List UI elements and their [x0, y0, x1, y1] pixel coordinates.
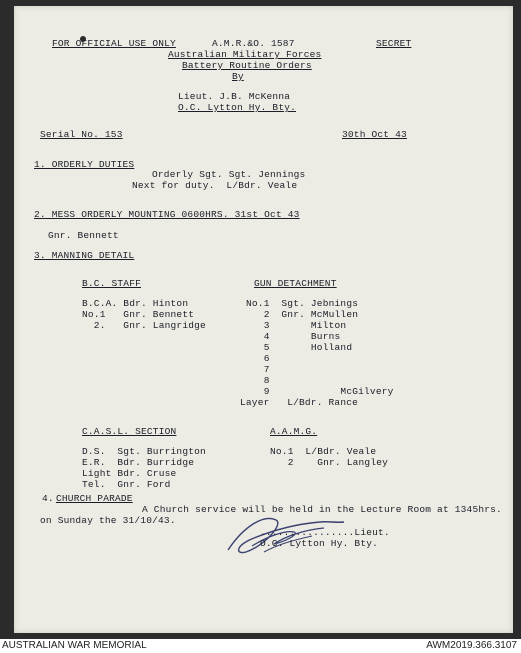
archive-caption-strip	[0, 639, 521, 653]
signatory-title: O.C. Lytton Hy. Bty.	[260, 538, 379, 549]
by-label: By	[232, 71, 244, 82]
church-parade-line: on Sunday the 31/10/43.	[40, 515, 176, 526]
bc-staff-row: 2. Gnr. Langridge	[82, 320, 206, 331]
casl-row: Tel. Gnr. Ford	[82, 479, 171, 490]
aamg-heading: A.A.M.G.	[270, 426, 318, 437]
archive-name: AUSTRALIAN WAR MEMORIAL	[2, 640, 147, 651]
section-4-number: 4.	[42, 493, 54, 504]
archive-reference: AWM2019.366.3107	[426, 640, 517, 651]
secret-label: SECRET	[376, 38, 412, 49]
bc-staff-heading: B.C. STAFF	[82, 278, 142, 289]
signature-line: ................Lieut.	[260, 527, 390, 538]
casl-row: D.S. Sgt. Burrington	[82, 446, 206, 457]
casl-section-heading: C.A.S.L. SECTION	[82, 426, 177, 437]
gun-detachment-row: No.1 Sgt. Jebnings	[246, 298, 359, 309]
section-2-heading: 2. MESS ORDERLY MOUNTING 0600HRS. 31st Oct 43	[34, 209, 300, 220]
issuer-title: O.C. Lytton Hy. Bty.	[178, 102, 297, 113]
gun-detachment-row: 3 Milton	[246, 320, 347, 331]
order-date: 30th Oct 43	[342, 129, 407, 140]
aamg-row: 2 Gnr. Langley	[270, 457, 389, 468]
issuer-name: Lieut. J.B. McKenna	[178, 91, 291, 102]
next-for-duty-line: Next for duty. L/Bdr. Veale	[132, 180, 298, 191]
gun-detachment-row: 2 Gnr. McMullen	[246, 309, 359, 320]
aamg-row: No.1 L/Bdr. Veale	[270, 446, 377, 457]
gun-detachment-row: 7	[246, 364, 270, 375]
gun-detachment-row: 5 Holland	[246, 342, 353, 353]
bc-staff-row: B.C.A. Bdr. Hinton	[82, 298, 189, 309]
church-parade-line: A Church service will be held in the Lecture Room at 1345hrs.	[142, 504, 502, 515]
gun-detachment-row: 8	[246, 375, 270, 386]
section-3-heading: 3. MANNING DETAIL	[34, 250, 135, 261]
gun-detachment-row: Layer L/Bdr. Rance	[240, 397, 359, 408]
section-4-heading: CHURCH PARADE	[56, 493, 133, 504]
bc-staff-row: No.1 Gnr. Bennett	[82, 309, 195, 320]
official-use-label: FOR OFFICIAL USE ONLY	[52, 38, 176, 49]
gun-detachment-row: 9 McGilvery	[246, 386, 394, 397]
section-1-heading: 1. ORDERLY DUTIES	[34, 159, 135, 170]
casl-row: Light Bdr. Cruse	[82, 468, 177, 479]
gun-detachment-row: 4 Burns	[246, 331, 341, 342]
orderly-sgt-line: Orderly Sgt. Sgt. Jennings	[152, 169, 306, 180]
document-page	[14, 6, 513, 633]
mess-orderly-name: Gnr. Bennett	[48, 230, 119, 241]
forces-title: Australian Military Forces	[168, 49, 322, 60]
gun-detachment-row: 6	[246, 353, 270, 364]
gun-detachment-heading: GUN DETACHMENT	[254, 278, 337, 289]
amr-number: A.M.R.&O. 1587	[212, 38, 295, 49]
orders-title: Battery Routine Orders	[182, 60, 312, 71]
casl-row: E.R. Bdr. Burridge	[82, 457, 195, 468]
serial-number: Serial No. 153	[40, 129, 123, 140]
